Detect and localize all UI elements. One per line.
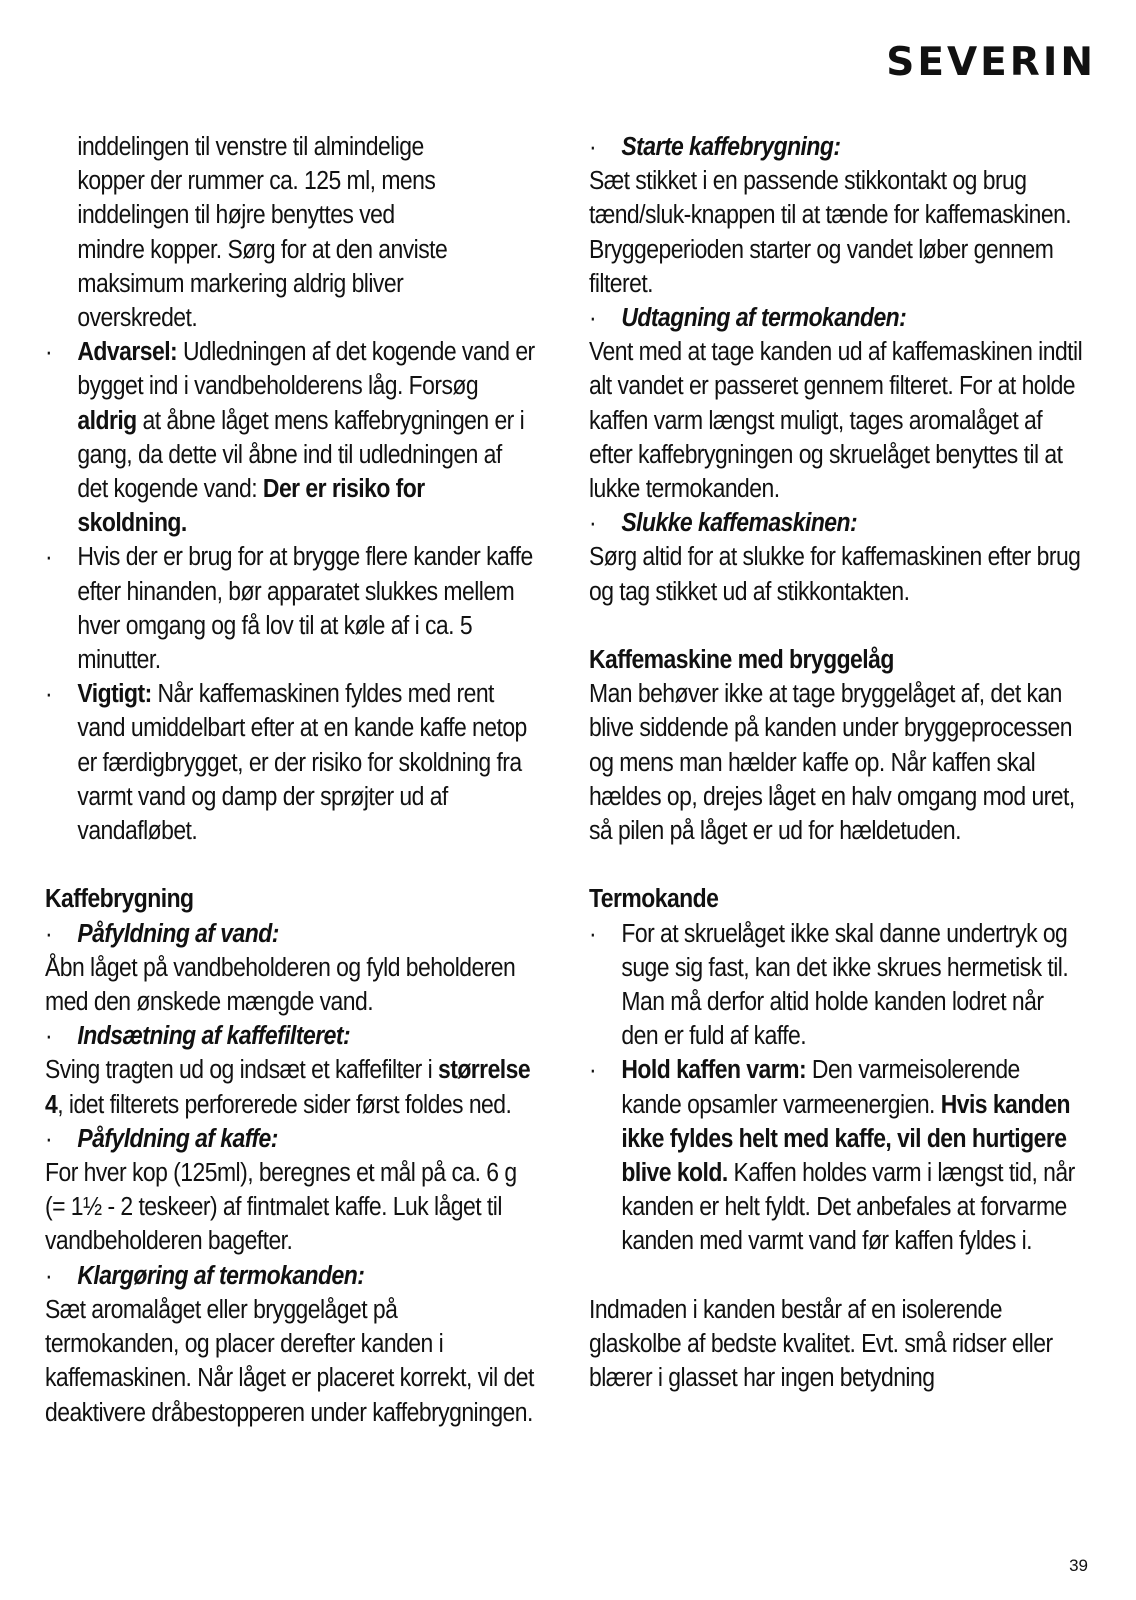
important-text: Når kaffemaskinen fyldes med rent vand umiddelbart efter at en kande kaffe netop er færdigbrygget, er der risiko for skoldning fra varmt vand og damp der sprøjter ud af vandafløbet. xyxy=(77,680,527,846)
screw-item xyxy=(589,917,1082,1054)
filter-text-part: Sving tragten ud og indsæt et kaffefilter i xyxy=(45,1056,438,1085)
keep-warm-text: Kaffen holdes varm i længst tid, når kanden er helt fyldt. Det anbefales at forvarme kanden med varmt vand før kaffen fyldes i. xyxy=(621,1159,1075,1256)
warning-text: at åbne låget mens kaffebrygningen er i gang, da dette vil åbne ind til udledningen af det kogende vand: xyxy=(77,406,525,504)
fill-water-text: Åbn låget på vandbeholderen og fyld beholderen med den ønskede mængde vand. xyxy=(45,953,516,1017)
filter-title: Indsætning af kaffefilteret: xyxy=(77,1022,351,1051)
fill-coffee-text: For hver kop (125ml), beregnes et mål på ca. 6 g (= 1½ - 2 teskeer) af fintmalet kaffe. Luk låget til vandbeholderen bagefter. xyxy=(45,1159,517,1256)
right-column xyxy=(589,130,1082,1395)
page-number: 39 xyxy=(1069,1556,1088,1575)
screw-text: For at skruelåget ikke skal danne undertryk og suge sig fast, kan det ikke skrues hermetisk til. Man må derfor altid holde kanden lodret når den er fuld af kaffe. xyxy=(621,919,1069,1051)
intro-line: kopper der rummer ca. 125 ml, mens xyxy=(77,167,436,196)
intro-line: inddelingen til højre benyttes ved xyxy=(77,201,395,230)
subheading xyxy=(45,1019,536,1053)
severin-logo: SEVERIN xyxy=(886,40,1096,85)
warning-item xyxy=(45,335,536,540)
bullet-mark: · xyxy=(45,1261,53,1290)
remove-text: Vent med at tage kanden ud af kaffemaskinen indtil alt vandet er passeret gennem filteret. For at holde kaffen varm længst muligt, tages aromalåget af efter kaffebrygningen og skruelåget benyttes til at lukke termokanden. xyxy=(589,338,1083,504)
warning-text: Udledningen af det kogende vand er bygget ind i vandbeholderens låg. Forsøg xyxy=(77,338,535,401)
filter-size: størrelse 4 xyxy=(45,1056,531,1119)
bullet-mark: · xyxy=(45,1022,53,1051)
prepare-text: Sæt aromalåget eller bryggelåget på termokanden, og placer derefter kanden i kaffemaskinen. Når låget er placeret korrekt, vil det deaktivere dråbestopperen under kaffebrygningen. xyxy=(45,1295,534,1427)
bullet-mark: · xyxy=(589,1056,597,1085)
intro-line: inddelingen til venstre til almindelige xyxy=(77,133,424,161)
bullet-mark: · xyxy=(45,1124,53,1153)
warning-risk: Der er risiko for skoldning. xyxy=(77,475,425,538)
subheading xyxy=(589,506,1082,540)
lid-text: Man behøver ikke at tage bryggelåget af, det kan blive siddende på kanden under bryggeprocessen og mens man hælder kaffe op. Når kaffen skal hældes op, drejes låget en halv omgang mod uret, så pilen på låget er ud for hældetuden. xyxy=(589,680,1075,846)
intro-line: mindre kopper. Sørg for at den anviste xyxy=(77,235,448,264)
bullet-mark: · xyxy=(45,543,53,572)
subheading xyxy=(45,1122,536,1156)
intro-line: overskredet. xyxy=(77,304,198,333)
start-title: Starte kaffebrygning: xyxy=(621,133,841,161)
intro-line: maksimum markering aldrig bliver xyxy=(77,269,404,298)
keep-warm-label: Hold kaffen varm: xyxy=(621,1056,807,1085)
inner-text: Indmaden i kanden består af en isolerende glaskolbe af bedste kvalitet. Evt. små ridser eller blærer i glasset har ingen betydning xyxy=(589,1295,1053,1393)
important-label: Vigtigt: xyxy=(77,680,152,709)
remove-title: Udtagning af termokanden: xyxy=(621,304,907,333)
keep-warm-text: Den varmeisolerende kande opsamler varmeenergien. xyxy=(621,1056,1020,1119)
important-item xyxy=(45,677,536,848)
bullet-mark: · xyxy=(45,338,53,367)
left-column xyxy=(45,130,536,1430)
bullet-mark: · xyxy=(589,304,597,333)
subheading xyxy=(589,301,1082,335)
keep-warm-emphasis: Hvis kanden ikke fyldes helt med kaffe, vil den hurtigere blive kold. xyxy=(621,1090,1070,1188)
off-title: Slukke kaffemaskinen: xyxy=(621,509,858,538)
start-text: Sæt stikket i en passende stikkontakt og brug tænd/sluk-knappen til at tænde for kaffemaskinen. Bryggeperioden starter og vandet løber gennem filteret. xyxy=(589,167,1072,298)
multi-brew-item xyxy=(45,540,536,677)
subheading xyxy=(45,917,536,951)
section-heading: Kaffemaskine med bryggelåg xyxy=(589,646,894,675)
section-heading: Termokande xyxy=(589,885,719,914)
warning-emphasis: aldrig xyxy=(77,406,137,435)
bullet-mark: · xyxy=(589,133,597,161)
filter-text xyxy=(45,1053,536,1121)
subheading xyxy=(45,1259,536,1293)
warning-label: Advarsel: xyxy=(77,338,178,367)
bullet-mark: · xyxy=(45,680,53,709)
fill-water-title: Påfyldning af vand: xyxy=(77,919,279,948)
subheading xyxy=(589,130,1082,164)
filter-text-part: , idet filterets perforerede sider først foldes ned. xyxy=(57,1090,512,1119)
off-text: Sørg altid for at slukke for kaffemaskinen efter brug og tag stikket ud af stikkontakten. xyxy=(589,543,1081,606)
keep-warm-item xyxy=(589,1053,1082,1258)
multi-brew-text: Hvis der er brug for at brygge flere kander kaffe efter hinanden, bør apparatet slukkes mellem hver omgang og få lov til at køle af i ca. 5 minutter. xyxy=(77,543,533,675)
bullet-mark: · xyxy=(589,509,597,538)
fill-coffee-title: Påfyldning af kaffe: xyxy=(77,1124,278,1153)
bullet-mark: · xyxy=(589,919,597,948)
section-heading: Kaffebrygning xyxy=(45,885,194,914)
bullet-mark: · xyxy=(45,919,53,948)
prepare-title: Klargøring af termokanden: xyxy=(77,1261,365,1290)
